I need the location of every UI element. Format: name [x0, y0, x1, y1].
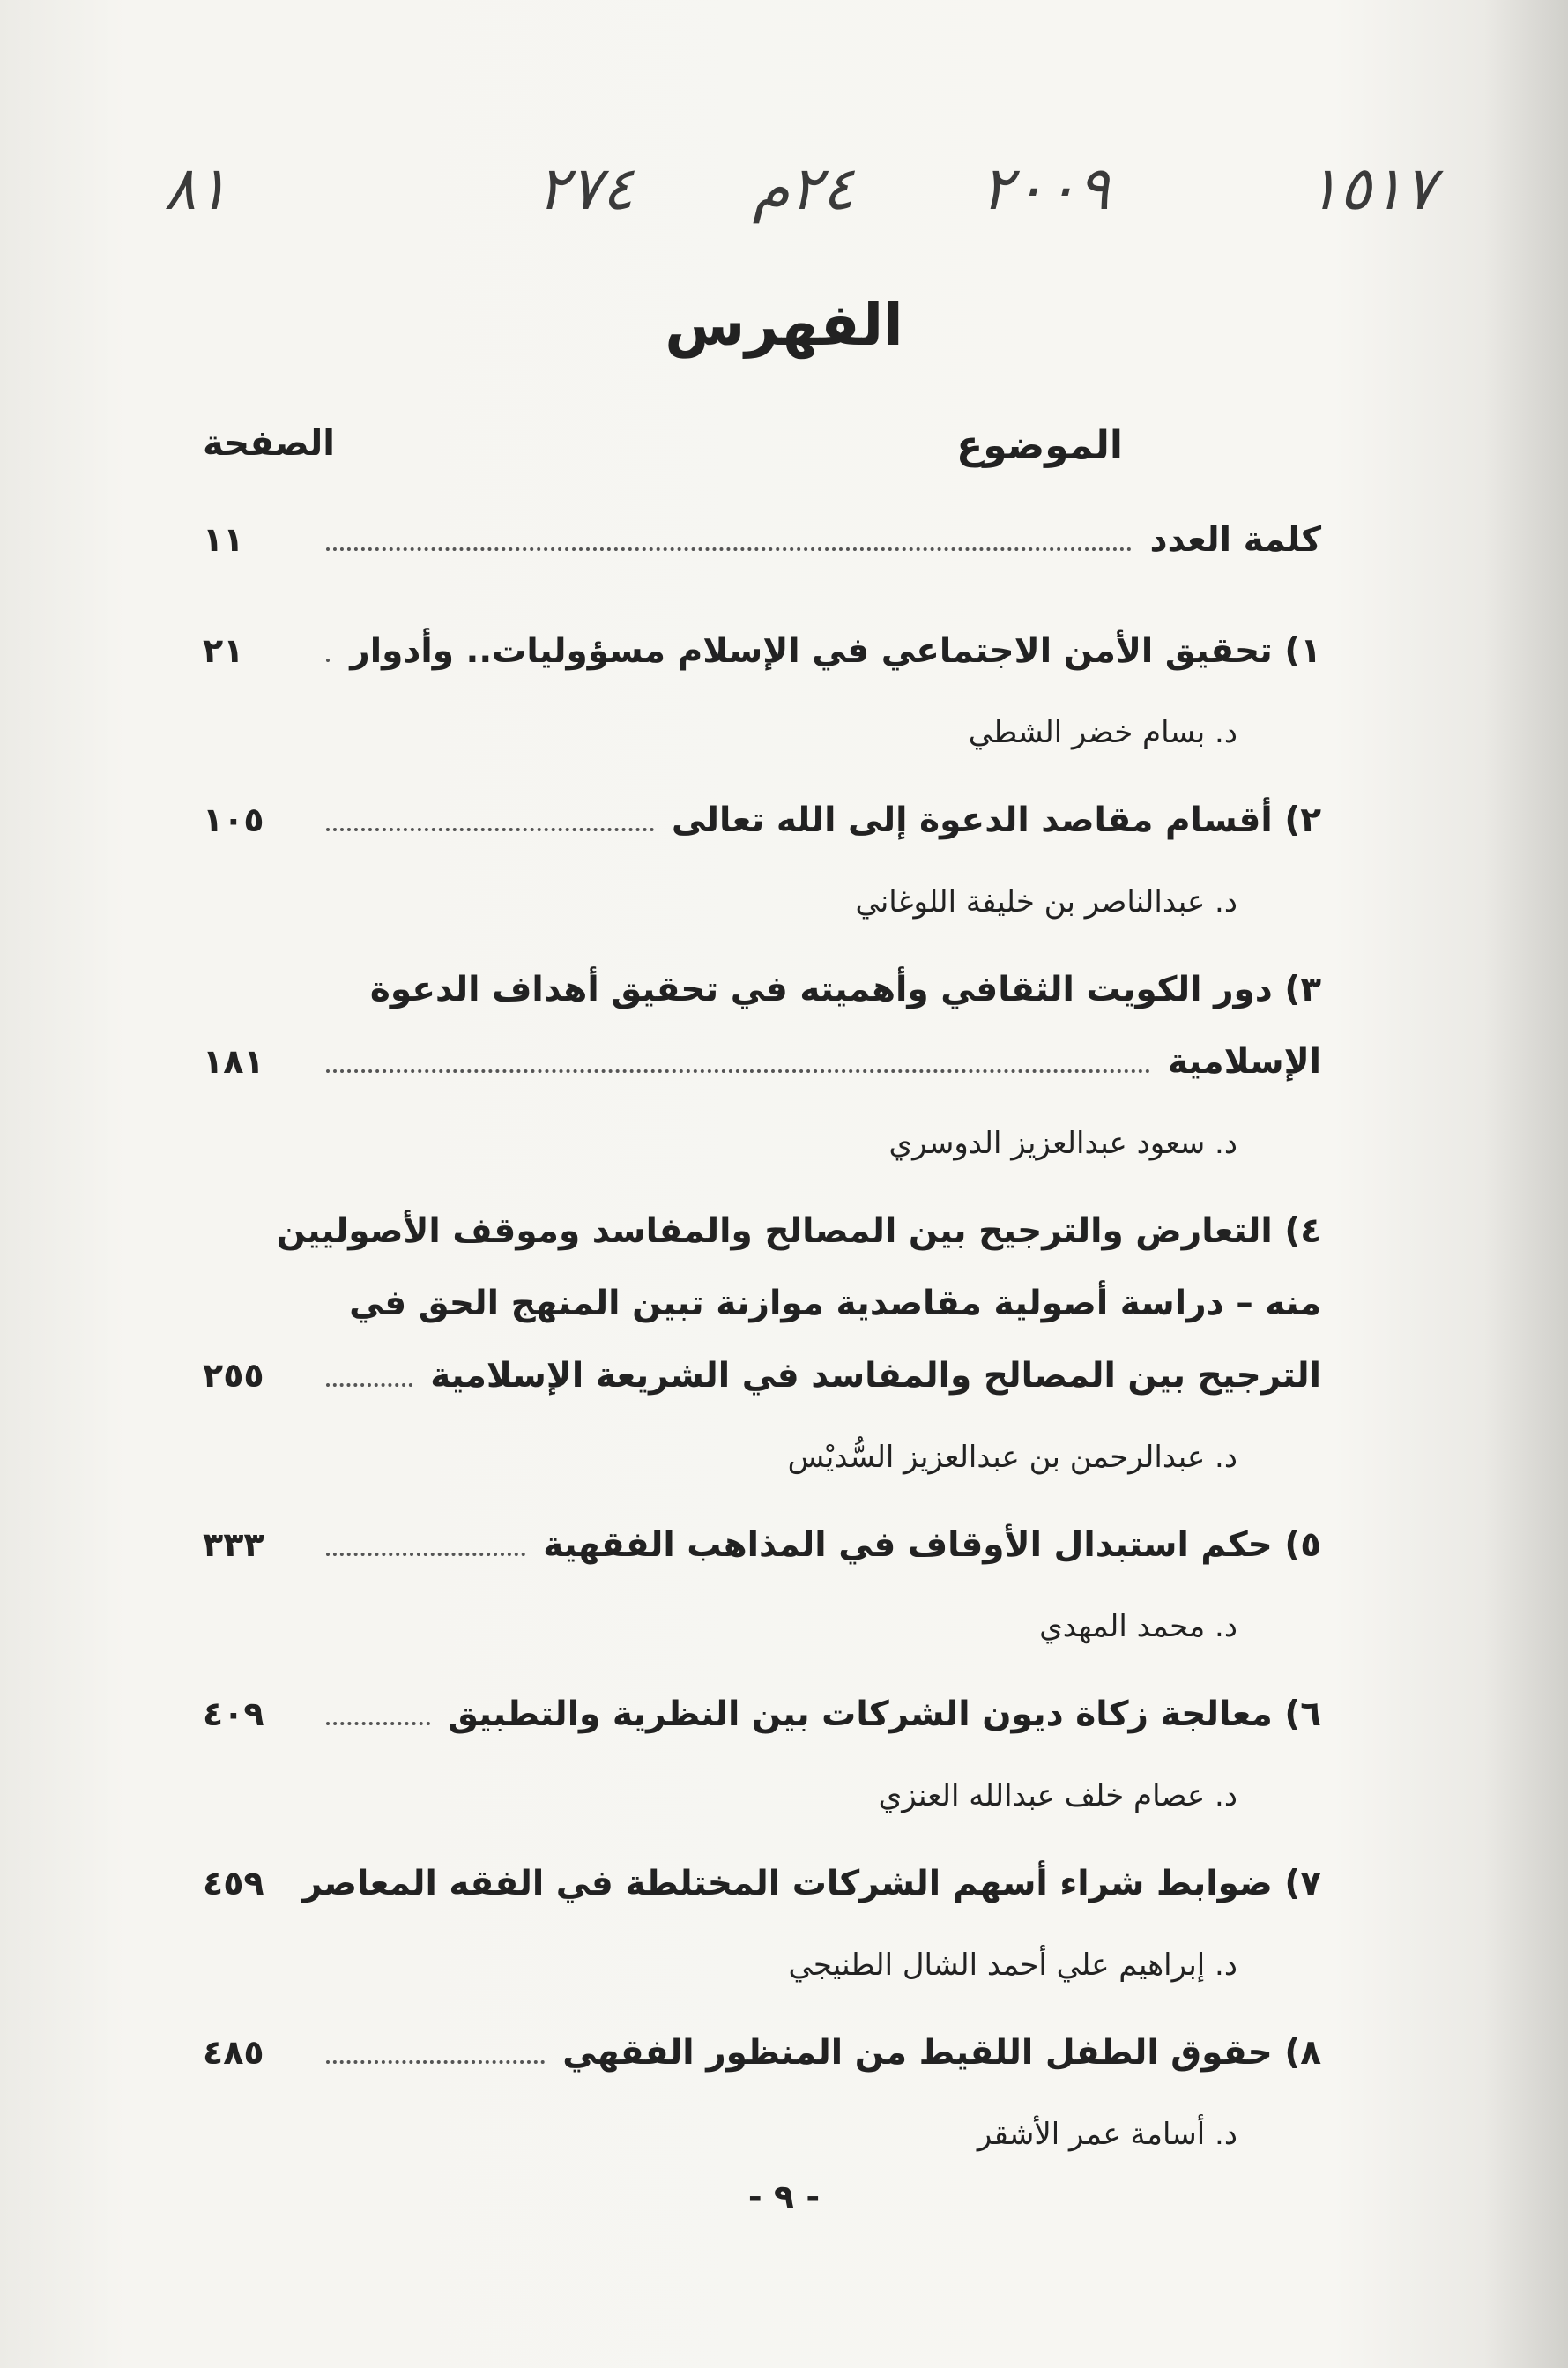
entry-title: كلمة العدد [1149, 520, 1321, 560]
entry-title: ٥) حكم استبدال الأوقاف في المذاهب الفقهية [543, 1525, 1321, 1565]
handwritten-note: ١٥١٧ [1306, 154, 1436, 224]
toc-entry [203, 801, 1321, 931]
dot-leader [326, 1069, 1150, 1073]
toc-entry [203, 1694, 1321, 1825]
dot-leader [326, 1552, 525, 1556]
toc-line [203, 520, 1321, 592]
entry-title-continued: الإسلامية [1167, 1042, 1321, 1082]
entry-title-continued: الترجيح بين المصالح والمفاسد في الشريعة الإسلامية [430, 1356, 1321, 1396]
topic-column-header: الموضوع [956, 423, 1123, 468]
entry-title: ٣) دور الكويت الثقافي وأهميته في تحقيق أهداف الدعوة [369, 970, 1321, 1009]
entry-title: ١) تحقيق الأمن الاجتماعي في الإسلام مسؤوليات.. وأدوار [350, 631, 1321, 671]
toc-line [203, 1525, 1321, 1597]
page-number: ٢٥٥ [203, 1356, 264, 1395]
toc-entry [203, 1525, 1321, 1656]
page-number: ١١ [203, 520, 244, 559]
entry-title: ٦) معالجة زكاة ديون الشركات بين النظرية والتطبيق [448, 1694, 1321, 1734]
toc-line [203, 631, 1321, 704]
toc-line [203, 1694, 1321, 1767]
entry-author: د. محمد المهدي [1039, 1609, 1237, 1644]
toc-line [203, 970, 1321, 1042]
entry-title: ٨) حقوق الطفل اللقيط من المنظور الفقهي [562, 2033, 1321, 2073]
handwritten-note: ٢٤م [752, 154, 854, 224]
dot-leader [326, 1721, 430, 1725]
entry-author: د. بسام خضر الشطي [968, 715, 1237, 750]
page-folio: - ٩ - [747, 2178, 821, 2216]
dot-leader [326, 547, 1132, 551]
entry-author: د. عبدالناصر بن خليفة اللوغاني [855, 884, 1237, 920]
toc-entry [203, 970, 1321, 1173]
toc-line [203, 1211, 1321, 1284]
page-number: ٣٣٣ [203, 1525, 264, 1564]
dot-leader [326, 1382, 412, 1387]
page-number: ٢١ [203, 631, 244, 670]
toc-line [203, 2033, 1321, 2105]
handwritten-note: ٢٧٤ [537, 154, 634, 224]
page-number: ٤٠٩ [203, 1694, 264, 1733]
page-column-header: الصفحة [203, 423, 336, 464]
dot-leader [326, 2059, 545, 2064]
handwritten-note: ٢٠٠٩ [980, 154, 1110, 224]
entry-author: د. أسامة عمر الأشقر [977, 2117, 1237, 2152]
toc-line [203, 1042, 1321, 1114]
page-number: ١٠٥ [203, 801, 264, 839]
toc-entry [203, 631, 1321, 762]
toc-line [203, 1864, 1321, 1936]
handwritten-note: ٨١ [163, 154, 228, 224]
toc-line [203, 801, 1321, 873]
page-number: ٤٥٩ [203, 1864, 264, 1903]
entry-author: د. عبدالرحمن بن عبدالعزيز السُّديْس [787, 1440, 1237, 1475]
toc-entry [203, 1864, 1321, 1994]
dot-leader [326, 827, 654, 831]
table-of-contents [203, 520, 1321, 2202]
entry-author: د. إبراهيم علي أحمد الشال الطنيجي [788, 1947, 1237, 1983]
toc-line [203, 1284, 1321, 1356]
entry-author: د. عصام خلف عبدالله العنزي [878, 1778, 1237, 1813]
dot-leader [326, 658, 332, 662]
entry-title: ٤) التعارض والترجيح بين المصالح والمفاسد وموقف الأصوليين [276, 1211, 1321, 1251]
entry-author: د. سعود عبدالعزيز الدوسري [888, 1126, 1237, 1161]
entry-title: ٧) ضوابط شراء أسهم الشركات المختلطة في الفقه المعاصر [302, 1864, 1321, 1903]
page-title: الفهرس [665, 291, 903, 359]
toc-entry [203, 2033, 1321, 2163]
page-number: ١٨١ [203, 1042, 264, 1081]
page-number: ٤٨٥ [203, 2033, 264, 2072]
entry-title-continued: منه – دراسة أصولية مقاصدية موازنة تبين المنهج الحق في [349, 1284, 1321, 1323]
toc-line [203, 1356, 1321, 1428]
entry-title: ٢) أقسام مقاصد الدعوة إلى الله تعالى [671, 801, 1321, 840]
toc-entry [203, 520, 1321, 592]
toc-entry [203, 1211, 1321, 1486]
